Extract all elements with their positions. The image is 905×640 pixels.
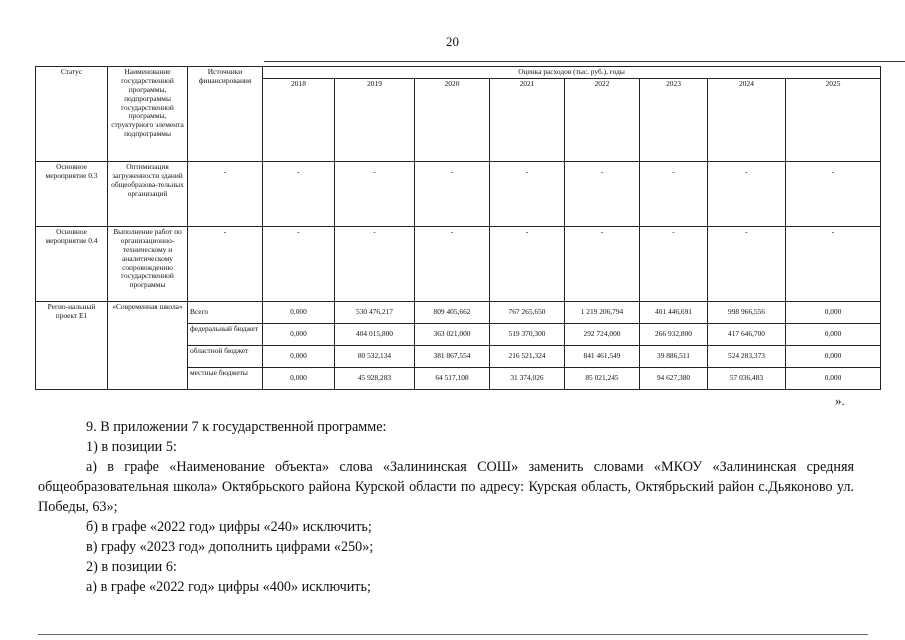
row-value: -: [708, 227, 786, 302]
row-value: 216 521,324: [490, 346, 565, 368]
paragraph-position-5: 1) в позиции 5:: [86, 439, 177, 455]
header-name: Наименование государственной программы, подпрограммы государственной программы, структурного элемента подпрограммы: [108, 67, 188, 162]
row-value: 94 627,380: [640, 368, 708, 390]
row-value: 998 966,556: [708, 302, 786, 324]
table-row: [36, 227, 881, 302]
header-status: Статус: [36, 67, 108, 162]
row-value: 0,000: [263, 324, 335, 346]
header-estimate: Оценка расходов (тыс. руб.), годы: [263, 67, 881, 79]
paragraph-position-6: 2) в позиции 6:: [86, 559, 177, 575]
row-value: 401 446,691: [640, 302, 708, 324]
header-year: 2025: [786, 79, 881, 162]
row-value: 0,000: [786, 324, 881, 346]
row-value: -: [640, 227, 708, 302]
row-value: -: [490, 227, 565, 302]
paragraph-subitem-v: в) графу «2023 год» дополнить цифрами «250»;: [86, 539, 374, 555]
row-source: -: [188, 162, 263, 227]
row-value: 266 932,800: [640, 324, 708, 346]
row-value: 64 517,108: [415, 368, 490, 390]
row-value: 292 724,000: [565, 324, 640, 346]
row-status: Регио-нальный проект Е1: [36, 302, 108, 390]
row-value: 530 476,217: [335, 302, 415, 324]
row-name: Выполнение работ по организационно-техническому и аналитическому сопровождению государственной программы: [108, 227, 188, 302]
header-year: 2022: [565, 79, 640, 162]
row-value: -: [786, 162, 881, 227]
paragraph-item-9: 9. В приложении 7 к государственной программе:: [86, 419, 387, 435]
page-number: 20: [446, 34, 459, 49]
row-value: -: [335, 227, 415, 302]
row-status: Основное мероприятие 0.3: [36, 162, 108, 227]
row-value: 841 461,549: [565, 346, 640, 368]
closing-quote-mark: ».: [835, 393, 845, 408]
paragraph-subitem-b: б) в графе «2022 год» цифры «240» исключить;: [86, 519, 372, 535]
row-name: «Современная школа»: [108, 302, 188, 390]
row-value: 519 370,300: [490, 324, 565, 346]
row-value: 39 886,511: [640, 346, 708, 368]
page-bottom-rule: [38, 634, 868, 635]
row-name: Оптимизация загруженности зданий общеобразова-тельных организаций: [108, 162, 188, 227]
row-value: -: [415, 162, 490, 227]
row-value: 0,000: [786, 346, 881, 368]
row-value: -: [263, 162, 335, 227]
row-value: -: [490, 162, 565, 227]
paragraph-subitem-a2: а) в графе «2022 год» цифры «400» исключить;: [86, 579, 371, 595]
row-value: 80 532,134: [335, 346, 415, 368]
row-value: 809 405,662: [415, 302, 490, 324]
row-value: 524 283,373: [708, 346, 786, 368]
row-value: 0,000: [786, 368, 881, 390]
row-status: Основное мероприятие 0.4: [36, 227, 108, 302]
row-value: 57 036,483: [708, 368, 786, 390]
table-header-row: [36, 67, 881, 79]
row-source: Всего: [188, 302, 263, 324]
table-row: [36, 302, 881, 324]
budget-table: [35, 66, 881, 390]
header-year: 2023: [640, 79, 708, 162]
row-value: 1 219 206,794: [565, 302, 640, 324]
row-value: -: [263, 227, 335, 302]
row-value: 45 928,283: [335, 368, 415, 390]
row-value: 31 374,026: [490, 368, 565, 390]
row-source: -: [188, 227, 263, 302]
table-top-rule: [264, 61, 905, 62]
row-value: -: [565, 162, 640, 227]
row-value: 363 021,000: [415, 324, 490, 346]
row-value: -: [708, 162, 786, 227]
header-year: 2019: [335, 79, 415, 162]
row-value: -: [640, 162, 708, 227]
row-value: -: [335, 162, 415, 227]
row-value: 0,000: [786, 302, 881, 324]
row-value: 0,000: [263, 302, 335, 324]
row-value: 85 021,245: [565, 368, 640, 390]
header-year: 2020: [415, 79, 490, 162]
row-value: 381 867,554: [415, 346, 490, 368]
row-value: 767 265,650: [490, 302, 565, 324]
header-year: 2018: [263, 79, 335, 162]
header-year: 2021: [490, 79, 565, 162]
row-value: -: [565, 227, 640, 302]
table-row: [36, 162, 881, 227]
row-value: 417 646,700: [708, 324, 786, 346]
row-source: областной бюджет: [188, 346, 263, 368]
row-value: 404 015,800: [335, 324, 415, 346]
row-value: -: [415, 227, 490, 302]
header-sources: Источники финансирования: [188, 67, 263, 162]
row-value: 0,000: [263, 346, 335, 368]
row-source: местные бюджеты: [188, 368, 263, 390]
row-value: -: [786, 227, 881, 302]
row-value: 0,000: [263, 368, 335, 390]
paragraph-subitem-a: а) в графе «Наименование объекта» слова «Залининская СОШ» заменить словами «МКОУ «Залининская средняя общеобразовательная школа» Октябрьского района Курской области по адресу: Курская область, Октябрьский район с.Дьяконово ул. Победы, 63»;: [38, 459, 854, 515]
row-source: федеральный бюджет: [188, 324, 263, 346]
header-year: 2024: [708, 79, 786, 162]
